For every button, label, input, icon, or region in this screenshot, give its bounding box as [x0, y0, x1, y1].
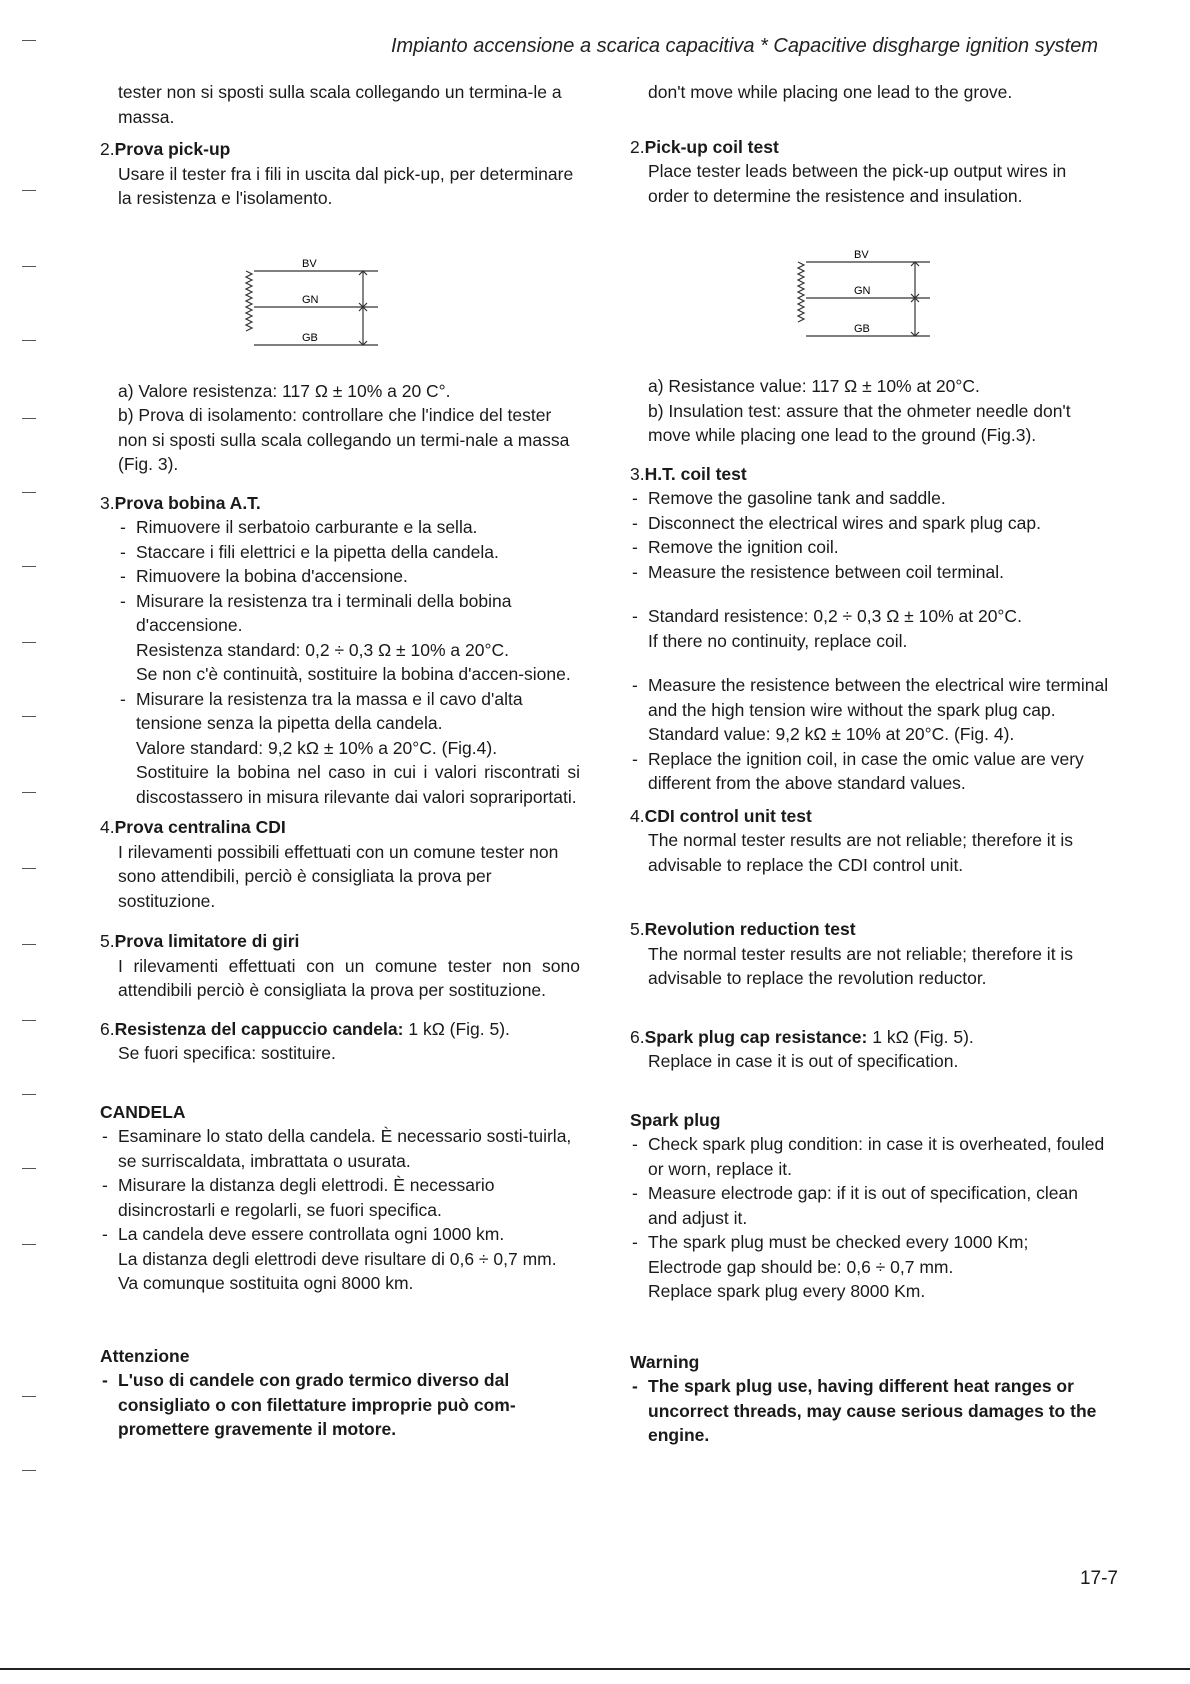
warning-title: Warning — [630, 1351, 700, 1372]
list-item: - Replace the ignition coil, in case the omic value are very different from the above standard values. — [630, 747, 1110, 796]
bottom-rule — [0, 1668, 1190, 1670]
section-title: Prova bobina A.T. — [114, 492, 261, 513]
list-item — [630, 604, 1110, 653]
warning-text: - The spark plug use, having different heat ranges or uncorrect threads, may cause serious damages to the engine. — [630, 1374, 1110, 1448]
list-item — [118, 589, 580, 687]
section-title: Prova pick-up — [114, 139, 231, 159]
section-spark-plug — [630, 1108, 1110, 1304]
section-text: Se fuori specifica: sostituire. — [118, 1043, 336, 1063]
wire-label-gn: GN — [854, 285, 871, 297]
section-number: 6. — [630, 1026, 645, 1047]
section-ht-coil — [630, 462, 1110, 796]
section-rev-reduction — [630, 917, 1110, 991]
section-title: CANDELA — [100, 1101, 186, 1122]
standard-value: Standard value: 9,2 kΩ ± 10% at 20°C. (Fig. 4). — [648, 724, 1015, 744]
margin-ticks — [22, 0, 42, 1684]
section-title: Prova limitatore di giri — [114, 931, 300, 951]
list-item: - Remove the gasoline tank and saddle. — [630, 486, 1110, 511]
section-pickup — [100, 137, 580, 211]
section-number: 3. — [100, 492, 115, 513]
list-item: - Misurare la distanza degli elettrodi. È necessario disincrostarli e regolarli, se fuori specifica. — [100, 1173, 580, 1222]
list-item: - Esaminare lo stato della candela. È necessario sosti-tuirla, se surriscaldata, imbrattata o usurata. — [100, 1124, 580, 1173]
list-item-text: - La candela deve essere controllata ogni 1000 km. — [118, 1224, 505, 1244]
note-text: Se non c'è continuità, sostituire la bobina d'accen-sione. — [136, 664, 571, 684]
list-item: - Measure the resistence between coil terminal. — [630, 560, 1110, 585]
list-item — [630, 673, 1110, 747]
section-title: Pick-up coil test — [644, 136, 779, 157]
section-text: I rilevamenti effettuati con un comune tester non sono attendibili perciò è consigliata la prova per sostituzione. — [118, 955, 580, 1000]
warning-title: Attenzione — [100, 1345, 190, 1366]
warning-text: - L'uso di candele con grado termico diverso dal consigliato o con filettature improprie può com-promettere gravemente il motore. — [100, 1368, 580, 1442]
resistance-spec: 1 kΩ (Fig. 5). — [408, 1018, 510, 1039]
resistance-value: a) Valore resistenza: 117 Ω ± 10% a 20 C°. — [118, 380, 451, 401]
pickup-wiring-diagram — [792, 242, 952, 342]
section-ht-coil — [100, 491, 580, 810]
list-item: - Disconnect the electrical wires and spark plug cap. — [630, 511, 1110, 536]
section-cap-resistance — [630, 1025, 1110, 1074]
list-item — [100, 1222, 580, 1296]
list-item-text: - Misurare la resistenza tra i terminali della bobina d'accensione. — [136, 590, 512, 635]
italian-column — [100, 80, 580, 1442]
page-header: Impianto accensione a scarica capacitiva * Capacitive disgharge ignition system — [390, 35, 1098, 57]
warning-block — [630, 1350, 1110, 1448]
section-text: I rilevamenti possibili effettuati con un comune tester non sono attendibili, perciò è consigliata la prova per sostituzione. — [118, 841, 559, 911]
english-column — [630, 80, 1110, 1448]
list-item-text: - The spark plug must be checked every 1000 Km; — [648, 1232, 1029, 1252]
list-item: - Staccare i fili elettrici e la pipetta della candela. — [118, 540, 580, 565]
section-pickup — [630, 135, 1110, 209]
section-title: CDI control unit test — [644, 805, 812, 826]
standard-value: Valore standard: 9,2 kΩ ± 10% a 20°C. (Fig.4). — [136, 737, 498, 758]
section-text: Usare il tester fra i fili in uscita dal pick-up, per determinare la resistenza e l'isolamento. — [118, 163, 574, 208]
note-text: La distanza degli elettrodi deve risultare di 0,6 ÷ 0,7 mm. Va comunque sostituita ogni 8000 km. — [118, 1248, 557, 1293]
section-number: 3. — [630, 463, 645, 484]
insulation-test: b) Prova di isolamento: controllare che l'indice del tester non si sposti sulla scala collegando un termi-nale a massa (Fig. 3). — [118, 405, 570, 474]
section-text: Place tester leads between the pick-up output wires in order to determine the resistence and insulation. — [648, 161, 1067, 206]
list-item: - Remove the ignition coil. — [630, 535, 1110, 560]
list-item — [118, 687, 580, 810]
wire-label-gb: GB — [302, 331, 318, 344]
wire-label-gb: GB — [854, 323, 870, 335]
intro-text: don't move while placing one lead to the grove. — [648, 82, 1013, 102]
section-number: 2. — [100, 139, 115, 159]
page-number: 17-7 — [1079, 1568, 1118, 1589]
insulation-test: b) Insulation test: assure that the ohmeter needle don't move while placing one lead to the ground (Fig.3). — [648, 400, 1071, 445]
section-title: Resistenza del cappuccio candela: — [114, 1018, 404, 1039]
note-text: Sostituire la bobina nel caso in cui i valori riscontrati si discostassero in misura rilevante dai valori soprariportati. — [136, 762, 580, 807]
resistance-value: a) Resistance value: 117 Ω ± 10% at 20°C. — [648, 376, 980, 396]
list-item: - Measure electrode gap: if it is out of specification, clean and adjust it. — [630, 1181, 1110, 1230]
section-title: Prova centralina CDI — [114, 817, 286, 837]
note-text: Replace spark plug every 8000 Km. — [648, 1281, 926, 1301]
section-number: 6. — [100, 1018, 115, 1039]
list-item-text: - Measure the resistence between the electrical wire terminal and the high tension wire without the spark plug cap. — [648, 675, 1109, 720]
pickup-wiring-diagram — [240, 249, 400, 349]
list-item: - Rimuovere il serbatoio carburante e la sella. — [118, 515, 580, 540]
section-cap-resistance — [100, 1017, 580, 1066]
section-number: 5. — [630, 919, 645, 939]
list-item: - Check spark plug condition: in case it is overheated, fouled or worn, replace it. — [630, 1132, 1110, 1181]
section-number: 4. — [100, 817, 115, 837]
section-title: Spark plug — [630, 1109, 721, 1130]
wire-label-bv: BV — [854, 249, 869, 261]
section-number: 5. — [100, 931, 115, 951]
section-title: Revolution reduction test — [644, 919, 856, 939]
note-text: Electrode gap should be: 0,6 ÷ 0,7 mm. — [648, 1256, 954, 1277]
standard-value: Resistenza standard: 0,2 ÷ 0,3 Ω ± 10% a 20°C. — [136, 639, 509, 660]
section-cdi — [630, 804, 1110, 878]
intro-text: tester non si sposti sulla scala collegando un termina-le a massa. — [118, 82, 562, 127]
wire-label-bv: BV — [302, 257, 317, 270]
list-item: - Rimuovere la bobina d'accensione. — [118, 564, 580, 589]
resistance-spec: 1 kΩ (Fig. 5). — [872, 1026, 974, 1047]
standard-value: - Standard resistence: 0,2 ÷ 0,3 Ω ± 10% at 20°C. — [648, 606, 1022, 626]
section-text: Replace in case it is out of specification. — [648, 1051, 959, 1071]
section-text: The normal tester results are not reliable; therefore it is advisable to replace the revolution reductor. — [648, 943, 1074, 988]
section-title: H.T. coil test — [644, 463, 747, 484]
note-text: If there no continuity, replace coil. — [648, 630, 908, 651]
warning-block — [100, 1344, 580, 1442]
wire-label-gn: GN — [302, 293, 319, 306]
section-title: Spark plug cap resistance: — [644, 1026, 868, 1047]
section-text: The normal tester results are not reliable; therefore it is advisable to replace the CDI control unit. — [648, 830, 1074, 875]
section-number: 2. — [630, 136, 645, 157]
section-number: 4. — [630, 805, 645, 826]
section-rev-limiter — [100, 929, 580, 1003]
section-spark-plug — [100, 1100, 580, 1296]
list-item — [630, 1230, 1110, 1304]
list-item-text: - Misurare la resistenza tra la massa e il cavo d'alta tensione senza la pipetta della candela. — [136, 688, 523, 733]
section-cdi — [100, 815, 580, 913]
